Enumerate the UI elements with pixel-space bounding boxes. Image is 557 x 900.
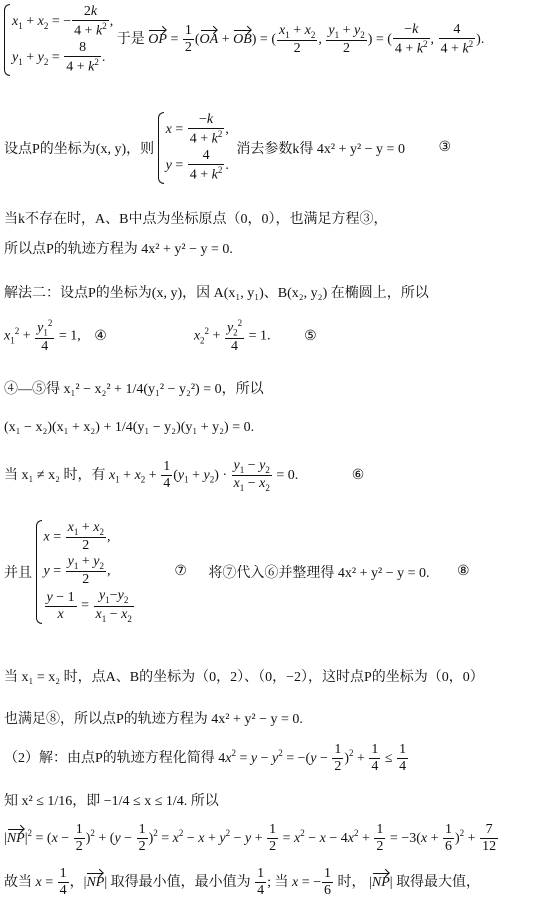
- text-eliminate: 消去参数k得 4x² + y² − y = 0: [236, 141, 405, 157]
- text-set-point: 设点P的坐标为(x, y)，则: [4, 141, 155, 157]
- text-when: 当: [274, 874, 289, 890]
- text-substitute: 将⑦代入⑥并整理得 4x² + y² − y = 0.: [208, 565, 430, 581]
- text-and: 并且: [4, 565, 32, 581]
- mark-6: ⑥: [351, 467, 365, 483]
- line-trajectory-1: 所以点P的轨迹方程为 4x² + y² − y = 0.: [4, 242, 233, 257]
- text-when-neq: 当 x₁ ≠ x₂ 时，有: [4, 467, 106, 483]
- system-brace-mid: x = $\frac{x_1 + x_2}{2}$ , y = $\frac{y_1 + y_2}{2}$ , $\frac{y - 1}{x}$ = $\frac{y_1-y_2}{x_1 - x_2}$: [36, 520, 135, 624]
- line-method-two: 解法二：设点P的坐标为(x, y)，因 A(x₁, y₁)、B(x₂, y₂) 在椭圆上，所以: [4, 286, 429, 301]
- system-brace-param: x = $\frac{-k}{4 + k^2}$ , y = $\frac{4}{4 + k^2}$ .: [158, 112, 229, 184]
- mark-7: ⑦: [174, 564, 187, 580]
- line-param-point: [4, 112, 451, 184]
- line-x-range: 知 x² ≤ 1/16，即 −1/4 ≤ x ≤ 1/4. 所以: [4, 794, 219, 809]
- line-trajectory-2: 也满足⑧，所以点P的轨迹方程为 4x² + y² − y = 0.: [4, 712, 303, 727]
- line-k-not-exist: 当k不存在时，A、B中点为坐标原点（0，0），也满足方程③，: [4, 212, 388, 227]
- mark-4: ④: [94, 328, 107, 344]
- line-ellipse-eqs: $x_1^2$ + $\frac{y_1^2}{4}$ = 1, ④ $x_2^2$ + $\frac{y_2^2}{4}$ = 1. ⑤: [4, 318, 317, 354]
- line-x1-neq-x2: 当 x₁ ≠ x₂ 时，有 $x_1 + x_2$ + $\frac{1}{4}$ $(y_1 + y_2)$ · $\frac{y_1 - y_2}{x_1 - x_2}$ = 0. ⑥: [4, 458, 365, 493]
- mark-5: ⑤: [304, 328, 317, 344]
- text-so-when: 故当: [4, 874, 32, 890]
- line-factor: (x₁ − x₂)(x₁ + x₂) + 1/4(y₁ − y₂)(y₁ + y₂) = 0.: [4, 420, 255, 435]
- text-max: 取得最大值，: [396, 874, 481, 890]
- mark-8: ⑧: [457, 564, 470, 580]
- text-min: 取得最小值，最小值为: [110, 874, 251, 890]
- system-brace-sum: $x_1 + x_2$ = − $\frac{2k}{4 + k^2}$ , $y_1 + y_2$ = $\frac{8}{4 + k^2}$ .: [4, 4, 113, 76]
- line-part-2: （2）解：由点P的轨迹方程化简得 $4x^2 = y - y^2 = -(y$ − $\frac{1}{2}$ )$^2$ + $\frac{1}{4}$ ≤ $\frac{1}{4}$: [4, 742, 407, 775]
- line-op-midpoint: $x_1 + x_2$ = − $\frac{2k}{4 + k^2}$ , $y_1 + y_2$ = $\frac{8}{4 + k^2}$ . 于是 OP = $\frac{1}{2}$ (OA + OB) = ( $\frac{x_1 + x_2}{2}$ , $\frac{y_1 + y_2}{2}$ ) = ( $\frac{-k}{4 + k^2}$ , $\frac{4}{4 + k^2}$ ).: [4, 4, 484, 76]
- text-part-2: （2）解：由点P的轨迹方程化简得: [4, 750, 215, 766]
- line-x1-eq-x2: 当 x₁ = x₂ 时，点A、B的坐标为（0，2）、（0，−2），这时点P的坐标为（0，0）: [4, 670, 484, 685]
- line-np-squared: $|NP|^2 = (x$ − $\frac{1}{2}$ )$^2$ + (y − $\frac{1}{2}$ )$^2 = x^2 - x + y^2 - y$ + $\frac{1}{2}$ = $x^2 - x - 4x^2$ + $\frac{1}{2}$ = −3(x + $\frac{1}{6}$ )$^2$ + $\frac{7}{12}$: [4, 822, 497, 855]
- line-subtract: ④—⑤得 x₁² − x₂² + 1/4(y₁² − y₂²) = 0，所以: [4, 382, 264, 397]
- text-shi: 时，: [337, 874, 366, 890]
- mark-3: ③: [438, 140, 452, 156]
- text-yushi: 于是: [116, 32, 145, 48]
- line-system-7: [4, 520, 470, 624]
- line-conclusion: 故当 x = $\frac{1}{4}$ ，|NP| 取得最小值，最小值为 $\frac{1}{4}$ ; 当 x = − $\frac{1}{6}$ 时， |NP| 取得最大值，: [4, 866, 481, 899]
